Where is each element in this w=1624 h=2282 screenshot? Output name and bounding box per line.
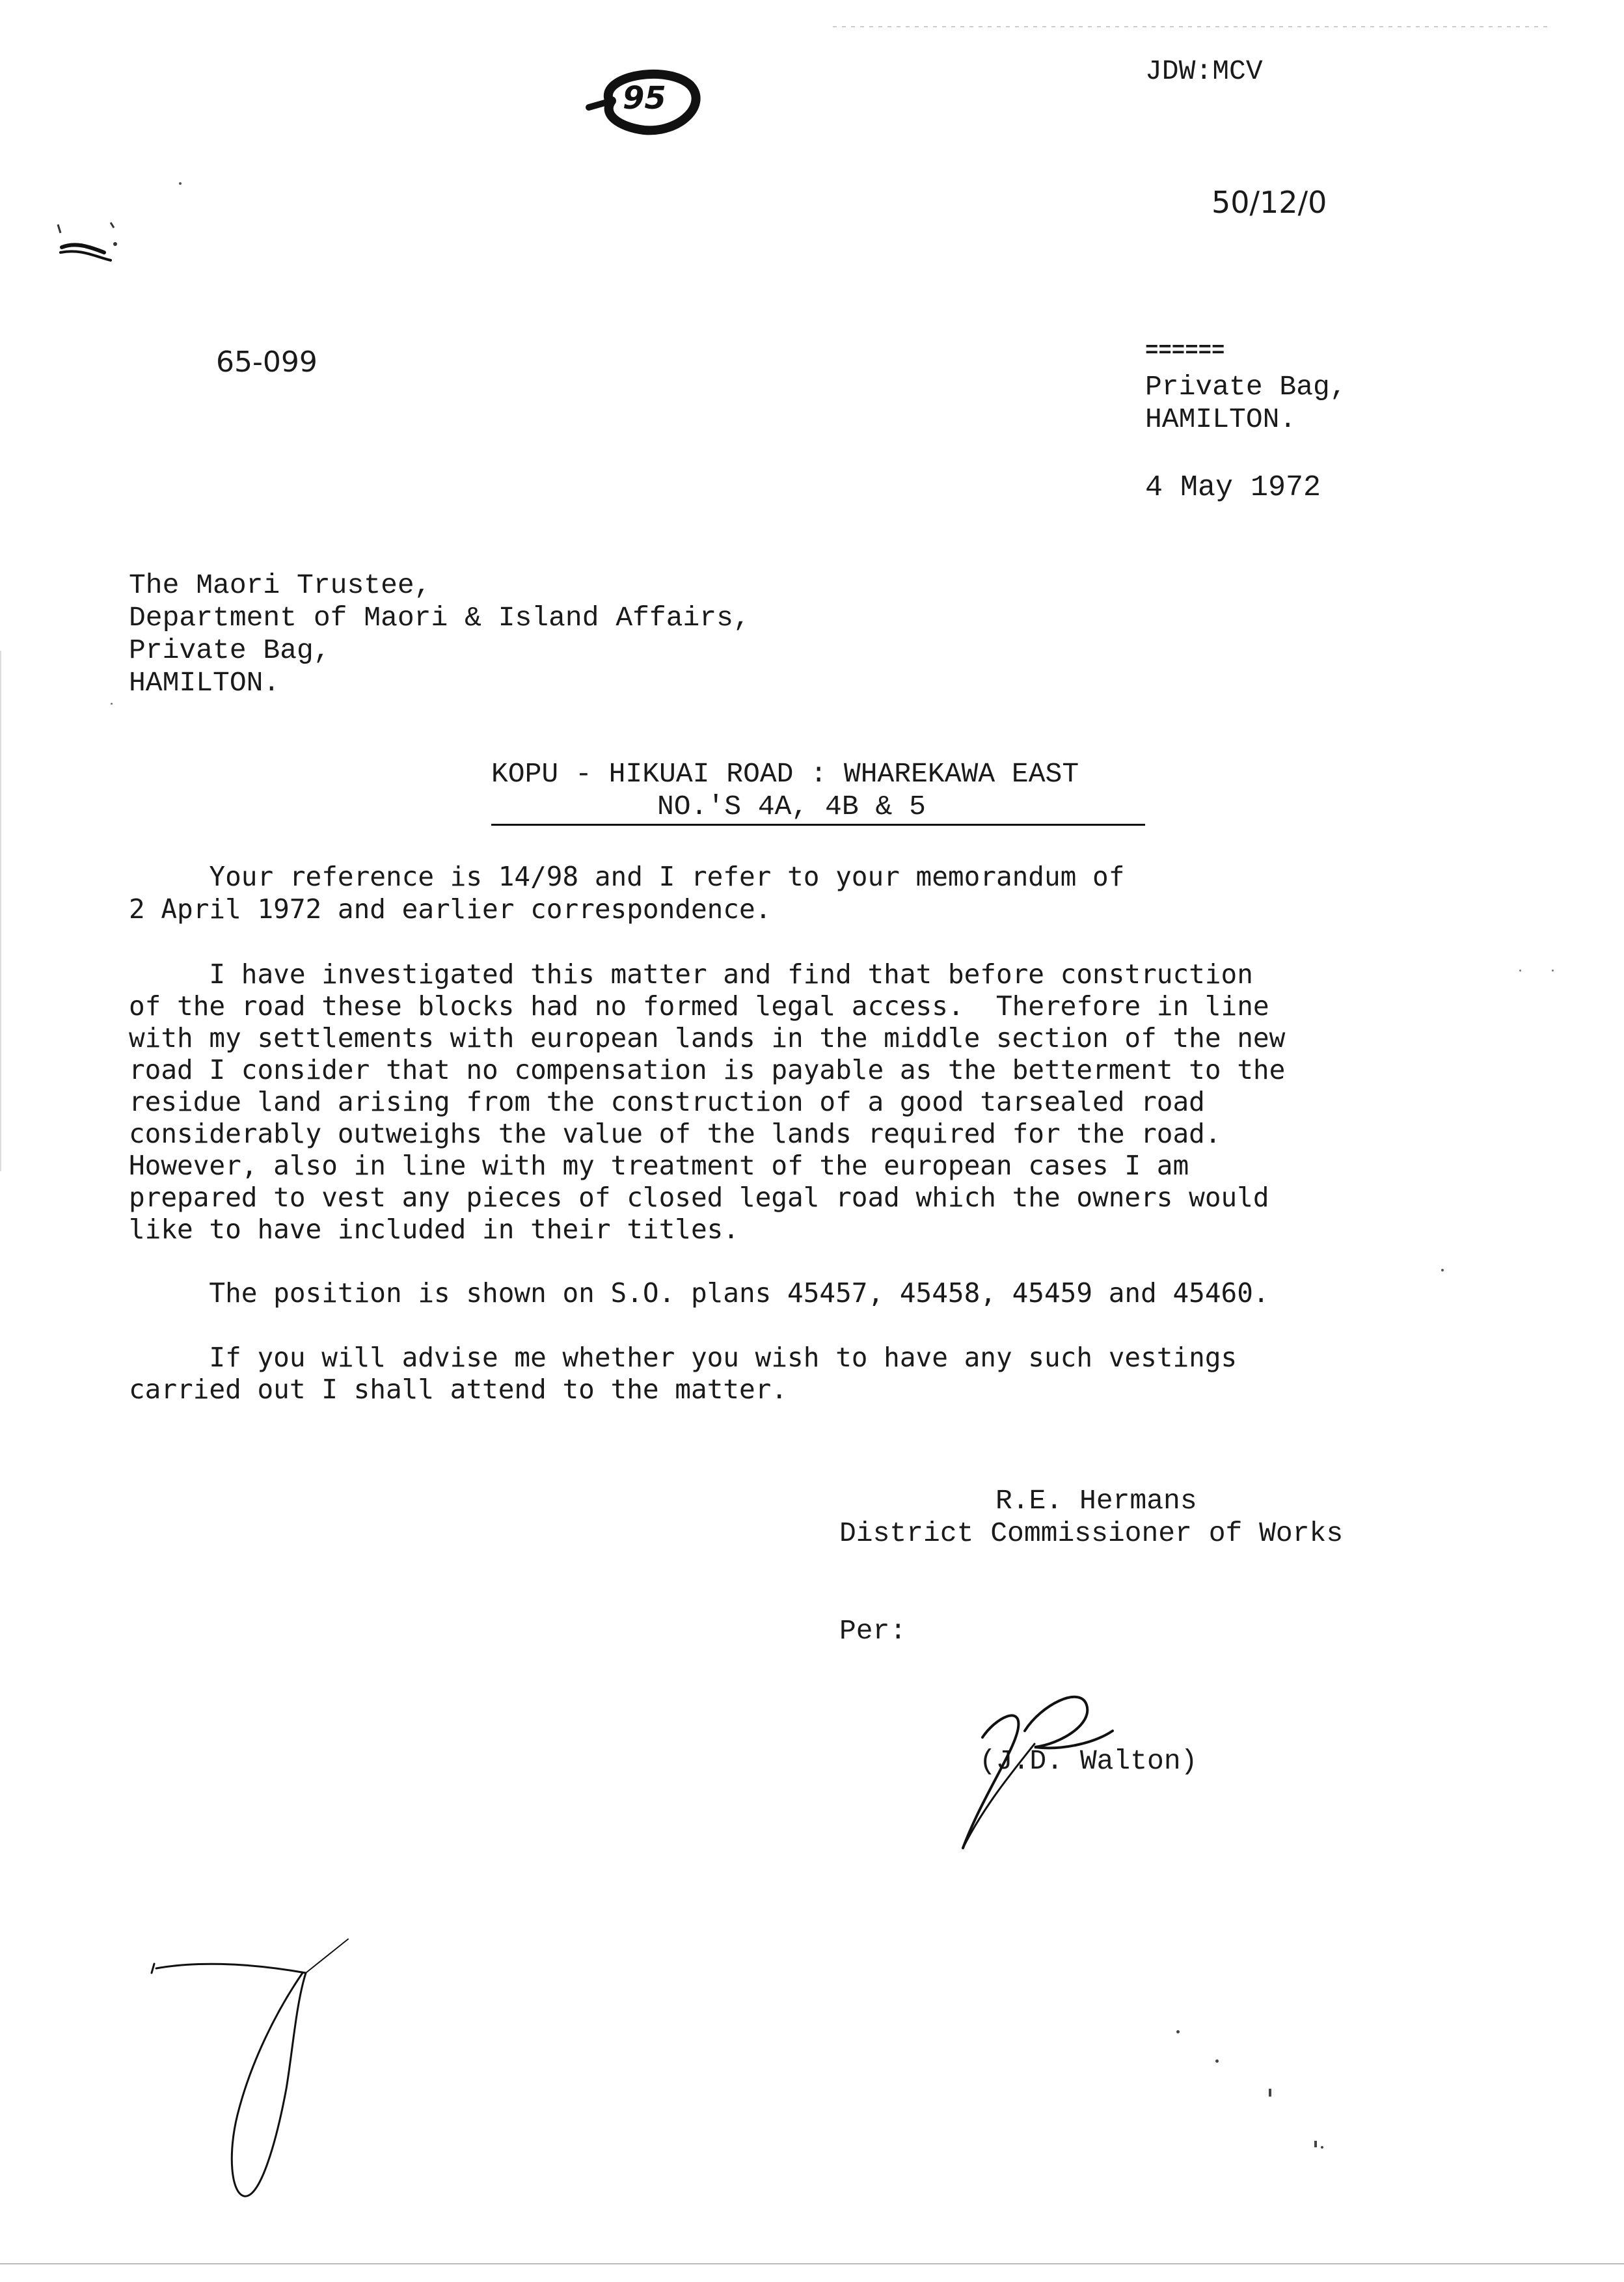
paragraph-3-line-1: The position is shown on S.O. plans 45457, 45458, 45459 and 45460. bbox=[129, 1277, 1269, 1309]
paragraph-2-line-1: I have investigated this matter and find that before construction bbox=[129, 958, 1253, 990]
margin-scribble bbox=[49, 208, 124, 267]
handwritten-number: 65-099 bbox=[216, 346, 318, 379]
stray-mark bbox=[1269, 2089, 1271, 2097]
recipient-line-3: Private Bag, bbox=[129, 634, 331, 666]
initials-reference: JDW:MCV bbox=[1145, 55, 1263, 87]
recipient-line-1: The Maori Trustee, bbox=[129, 569, 431, 601]
stray-mark bbox=[1519, 970, 1521, 971]
signature-title: District Commissioner of Works bbox=[839, 1517, 1344, 1549]
paragraph-2-line-6: considerably outweighs the value of the lands required for the road. bbox=[129, 1118, 1221, 1149]
scribble-icon bbox=[49, 208, 124, 267]
sender-address-line-2: HAMILTON. bbox=[1145, 403, 1297, 435]
stray-mark bbox=[179, 182, 182, 185]
signatory-name: (J.D. Walton) bbox=[979, 1745, 1198, 1777]
bottom-scribble bbox=[146, 1926, 361, 2199]
file-reference: 50/12/0 bbox=[1211, 185, 1327, 220]
recipient-line-4: HAMILTON. bbox=[129, 667, 280, 699]
subject-line-2: NO.'S 4A, 4B & 5 bbox=[657, 791, 926, 822]
signature-per: Per: bbox=[839, 1615, 907, 1647]
subject-underline bbox=[491, 824, 1145, 826]
stray-mark bbox=[1314, 2141, 1317, 2147]
recipient-line-2: Department of Maori & Island Affairs, bbox=[129, 602, 750, 634]
signature-name: R.E. Hermans bbox=[995, 1485, 1197, 1517]
stray-mark bbox=[1552, 970, 1554, 971]
paragraph-2-line-7: However, also in line with my treatment of the european cases I am bbox=[129, 1150, 1189, 1181]
scan-artifact-bottom bbox=[0, 2263, 1624, 2264]
paragraph-2-line-2: of the road these blocks had no formed legal access. Therefore in line bbox=[129, 990, 1269, 1022]
paragraph-2-line-5: residue land arising from the construction of a good tarsealed road bbox=[129, 1086, 1205, 1117]
paragraph-1-line-1: Your reference is 14/98 and I refer to your memorandum of bbox=[129, 861, 1125, 892]
paragraph-2-line-4: road I consider that no compensation is payable as the betterment to the bbox=[129, 1054, 1286, 1085]
stray-mark bbox=[111, 703, 113, 705]
handwritten-signature bbox=[943, 1666, 1152, 1861]
paragraph-2-line-9: like to have included in their titles. bbox=[129, 1214, 739, 1245]
stray-mark bbox=[1176, 2030, 1180, 2033]
paragraph-1-line-2: 2 April 1972 and earlier correspondence. bbox=[129, 893, 772, 925]
subject-line-1: KOPU - HIKUAI ROAD : WHAREKAWA EAST bbox=[491, 758, 1079, 790]
paragraph-2-line-3: with my settlements with european lands in the middle section of the new bbox=[129, 1022, 1286, 1053]
circled-stamp bbox=[582, 62, 709, 140]
paragraph-4-line-1: If you will advise me whether you wish to have any such vestings bbox=[129, 1342, 1238, 1373]
signature-scribble-icon bbox=[943, 1666, 1152, 1861]
stray-mark bbox=[1321, 2146, 1323, 2149]
scan-artifact-top bbox=[833, 26, 1549, 27]
scribble-icon bbox=[146, 1926, 361, 2199]
paragraph-4-line-2: carried out I shall attend to the matter. bbox=[129, 1374, 788, 1405]
stray-mark bbox=[1441, 1269, 1444, 1271]
stray-mark bbox=[1215, 2059, 1219, 2063]
stamp-number: 95 bbox=[623, 80, 666, 116]
address-rule: ====== bbox=[1145, 339, 1225, 364]
paragraph-2-line-8: prepared to vest any pieces of closed legal road which the owners would bbox=[129, 1182, 1269, 1213]
scan-artifact-left-edge bbox=[0, 651, 1, 1171]
sender-address-line-1: Private Bag, bbox=[1145, 371, 1347, 403]
letter-date: 4 May 1972 bbox=[1145, 471, 1321, 504]
